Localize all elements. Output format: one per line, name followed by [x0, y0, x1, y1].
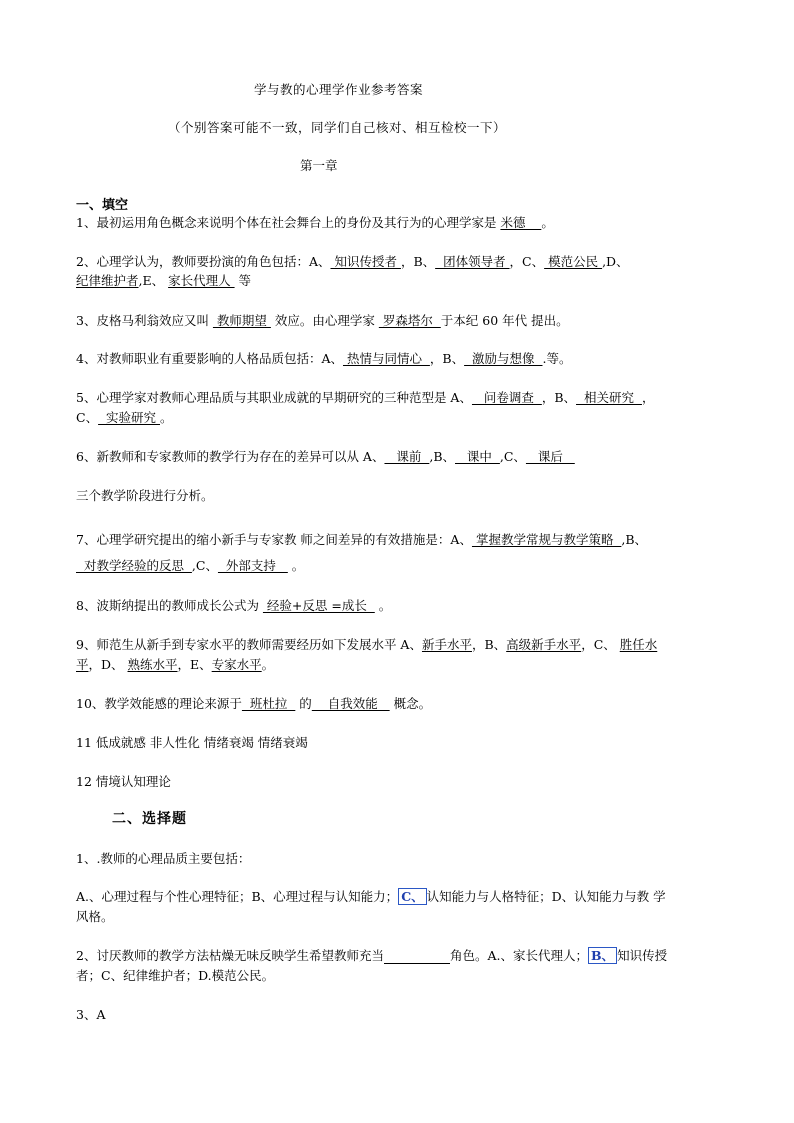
q3-answer-b: 罗森塔尔	[378, 313, 441, 328]
choice-2-question	[76, 948, 667, 964]
q9-answer-d: 熟练水平	[127, 657, 178, 672]
section-fill-blank-title: 一、填空	[76, 198, 129, 213]
q5-end: 。	[160, 410, 173, 425]
question-3	[76, 313, 569, 329]
q9-answer-c: 胜任水	[619, 637, 658, 652]
question-5	[76, 390, 654, 406]
chapter-heading: 第一章	[300, 158, 338, 173]
q5-answer-c: 实验研究	[98, 410, 160, 425]
q4-text: 4、对教师职业有重要影响的人格品质包括：A、	[76, 351, 343, 366]
question-6-cont: 三个教学阶段进行分析。	[76, 488, 214, 503]
q5-answer-b: 相关研究	[576, 390, 642, 405]
q2-answer-e: 家长代理人	[168, 273, 235, 288]
c2-blank	[384, 950, 450, 964]
question-12: 12 情境认知理论	[76, 774, 171, 789]
q2-answer-c: 模范公民	[544, 254, 603, 269]
q2-text: 2、心理学认为，教师要扮演的角色包括：A、	[76, 254, 331, 269]
question-1	[76, 215, 554, 231]
q7-answer-a: 掌握教学常规与教学策略	[471, 532, 622, 547]
q10-end: 概念。	[389, 696, 432, 711]
q9-sep: ，B、	[471, 637, 507, 652]
q8-text: 8、波斯纳提出的教师成长公式为	[76, 598, 263, 613]
q8-answer: 经验+反思 =成长	[262, 598, 375, 613]
q9-end: 。	[261, 657, 275, 672]
q5-sep: ，B、	[541, 390, 577, 405]
q2-sep: ，C、	[509, 254, 545, 269]
q2-sep: ，B、	[400, 254, 436, 269]
q10-text: 10、教学效能感的理论来源于	[76, 696, 242, 711]
q3-answer-a: 教师期望	[212, 313, 271, 328]
question-11: 11 低成就感 非人性化 情绪衰竭 情绪衰竭	[76, 735, 308, 750]
q5-end: ，	[641, 390, 655, 405]
q3-end: 于本纪 60 年代 提出。	[440, 313, 569, 328]
q8-end: 。	[374, 598, 392, 613]
q9-sep: ，E、	[177, 657, 212, 672]
q3-text: 3、皮格马利翁效应又叫	[76, 313, 213, 328]
q7-text: 7、心理学研究提出的缩小新手与专家教 师之间差异的有效措施是：A、	[76, 532, 472, 547]
q1-text: 1、最初运用角色概念来说明个体在社会舞台上的身份及其行为的心理学家是	[76, 215, 501, 230]
q4-sep: ，B、	[429, 351, 465, 366]
q1-end: 。	[541, 215, 554, 230]
question-9	[76, 637, 657, 653]
q6-sep: ,B、	[429, 449, 456, 464]
question-8	[76, 598, 391, 614]
c2-text: 知识传授	[617, 948, 668, 963]
q6-answer-b: 课中	[455, 449, 500, 464]
section-choice-title: 二、选择题	[112, 811, 187, 827]
c1-options-text: A.、心理过程与个性心理特征；B、心理过程与认知能力；	[76, 889, 399, 904]
choice-1-options	[76, 889, 666, 905]
c2-text: 2、讨厌教师的教学方法枯燥无味反映学生希望教师充当	[76, 948, 384, 963]
c1-options-text: 认知能力与人格特征；D、认知能力与教 学	[426, 889, 666, 904]
q10-sep: 的	[295, 696, 312, 711]
q3-sep: 效应。由心理学家	[270, 313, 379, 328]
c2-text: 角色。A.、家长代理人；	[449, 948, 588, 963]
document-subtitle: （个别答案可能不一致，同学们自己核对、相互检校一下）	[168, 120, 507, 135]
document-title: 学与教的心理学作业参考答案	[254, 82, 424, 97]
q9-sep: ，D、	[88, 657, 128, 672]
q2-sep: ,D、	[602, 254, 629, 269]
q2-answer-a: 知识传授者	[330, 254, 401, 269]
question-10	[76, 696, 431, 712]
q4-answer-a: 热情与同情心	[342, 351, 430, 366]
question-7-cont	[76, 558, 304, 574]
question-5-cont	[76, 410, 173, 426]
q9-answer-e: 专家水平	[211, 657, 262, 672]
c2-selected-answer-box: B、	[588, 947, 617, 964]
q9-answer-a: 新手水平	[421, 637, 472, 652]
q1-answer: 米德	[500, 215, 542, 230]
choice-1-question: 1、.教师的心理品质主要包括：	[76, 851, 251, 866]
q7-answer-c: 外部支持	[217, 558, 288, 573]
q4-answer-b: 激励与想像	[464, 351, 543, 366]
q5-answer-a: 问卷调查	[471, 390, 542, 405]
q6-answer-a: 课前	[384, 449, 430, 464]
q2-sep: ,E、	[138, 273, 169, 288]
q5-sep: C、	[76, 410, 99, 425]
q10-answer-a: 班杜拉	[241, 696, 296, 711]
q6-sep: ,C、	[499, 449, 526, 464]
question-4	[76, 351, 571, 367]
choice-2-options-cont: 者；C、纪律维护者；D.模范公民。	[76, 968, 275, 983]
question-9-cont	[76, 657, 274, 673]
q2-end: 等	[234, 273, 252, 288]
choice-1-options-cont: 风格。	[76, 909, 114, 924]
q7-end: 。	[287, 558, 305, 573]
question-2-cont	[76, 273, 251, 289]
q6-text: 6、新教师和专家教师的教学行为存在的差异可以从 A、	[76, 449, 385, 464]
q7-answer-b: 对教学经验的反思	[76, 558, 192, 573]
question-6	[76, 449, 575, 465]
q5-text: 5、心理学家对教师心理品质与其职业成就的早期研究的三种范型是 A、	[76, 390, 472, 405]
c1-selected-answer-box: C、	[398, 888, 426, 905]
q7-sep: ,B、	[621, 532, 648, 547]
q4-end: .等。	[542, 351, 572, 366]
q2-answer-d: 纪律维护者	[76, 273, 139, 288]
question-7	[76, 532, 647, 548]
q9-sep: ，C、	[581, 637, 620, 652]
q9-text: 9、师范生从新手到专家水平的教师需要经历如下发展水平 A、	[76, 637, 422, 652]
q10-answer-b: 自我效能	[311, 696, 390, 711]
q7-sep: ,C、	[191, 558, 218, 573]
question-2	[76, 254, 629, 270]
q2-answer-b: 团体领导者	[435, 254, 510, 269]
q6-answer-c: 课后	[525, 449, 575, 464]
q9-answer-c: 平	[76, 657, 89, 672]
choice-3: 3、A	[76, 1007, 106, 1022]
q9-answer-b: 高级新手水平	[506, 637, 582, 652]
